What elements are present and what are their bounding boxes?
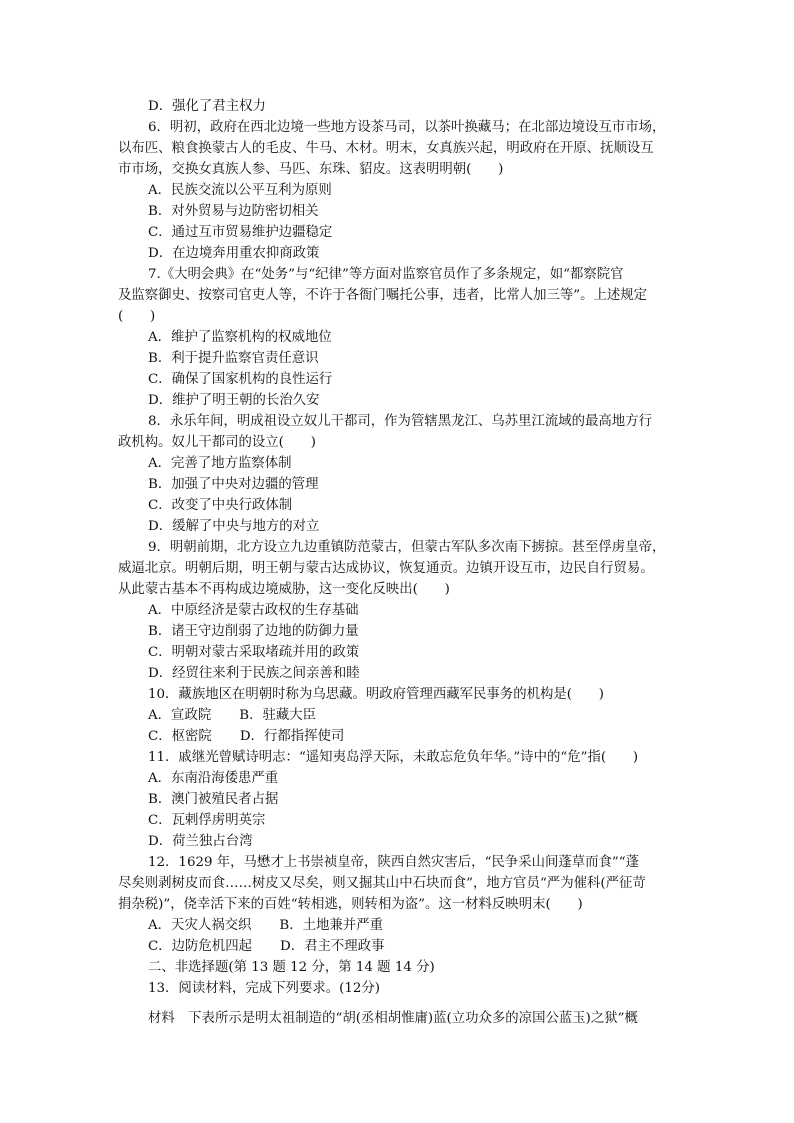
q8-option-b: B．加强了中央对边疆的管理 [148,477,319,492]
q9-stem-line-2: 威逼北京。明朝后期，明王朝与蒙古达成协议，恢复通贡。边镇开设互市，边民自行贸易。 [118,561,654,576]
q9-option-d: D．经贸往来利于民族之间亲善和睦 [148,666,360,681]
q10-option-b: B．驻藏大臣 [239,708,317,723]
q12-option-a: A．天灾人祸交织 [148,918,252,933]
q8-stem-line-2: 政机构。奴儿干都司的设立( ) [118,435,316,450]
section-heading: 二、非选择题(第 13 题 12 分，第 14 题 14 分) [148,960,435,975]
q6-option-c: C．通过互市贸易维护边疆稳定 [148,225,333,240]
q11-option-d: D．荷兰独占台湾 [148,834,253,849]
q6-option-a: A．民族交流以公平互利为原则 [148,183,332,198]
q8-option-c: C．改变了中央行政体制 [148,498,293,513]
q10-stem: 10．藏族地区在明朝时称为乌思藏。明政府管理西藏军民事务的机构是( ) [148,687,604,702]
q12-option-d: D．君主不理政事 [279,939,385,954]
q8-option-a: A．完善了地方监察体制 [148,456,292,471]
q13-stem: 13．阅读材料，完成下列要求。(12分) [148,981,380,996]
q9-stem-line-1: 9．明朝前期，北方设立九边重镇防范蒙古，但蒙古军队多次南下掳掠。甚至俘虏皇帝， [148,540,666,555]
q9-option-a: A．中原经济是蒙古政权的生存基础 [148,603,359,618]
q10-option-d: D．行都指挥使司 [239,729,345,744]
q6-option-d: D．在边境奔用重农抑商政策 [148,246,320,261]
q9-option-c: C．明朝对蒙古采取堵疏并用的政策 [148,645,360,660]
q13-material: 材料 下表所示是明太祖制造的“胡(丞相胡惟庸)蓝(立功众多的凉国公蓝玉)之狱”概 [148,1011,638,1026]
q5-option-d: D．强化了君主权力 [148,99,266,114]
q11-option-b: B．澳门被殖民者占据 [148,792,279,807]
q6-option-b: B．对外贸易与边防密切相关 [148,204,319,219]
q7-option-d: D．维护了明王朝的长治久安 [148,393,320,408]
q7-option-c: C．确保了国家机构的良性运行 [148,372,333,387]
q7-option-b: B．利于提升监察官责任意识 [148,351,319,366]
q7-stem-line-2: 及监察御史、按察司官吏人等，不许于各衙门嘱托公事，违者，比常人加三等”。上述规定 [118,288,648,303]
q9-stem-line-3: 从此蒙古基本不再构成边境威胁，这一变化反映出( ) [118,582,450,597]
q7-stem-line-3: ( ) [118,309,156,324]
q7-option-a: A．维护了监察机构的权威地位 [148,330,332,345]
q9-option-b: B．诸王守边削弱了边地的防御力量 [148,624,359,639]
q12-stem-line-2: 尽矣则剥树皮而食……树皮又尽矣，则又掘其山中石块而食”，地方官员“严为催科(严征苛 [118,876,646,891]
q10-option-a: A．宣政院 [148,708,212,723]
q10-option-c: C．枢密院 [148,729,212,744]
q12-options-cd [0,936,794,957]
q8-option-d: D．缓解了中央与地方的对立 [148,519,320,534]
q12-options-ab [0,915,794,936]
q11-option-a: A．东南沿海倭患严重 [148,771,279,786]
q11-option-c: C．瓦剌俘虏明英宗 [148,813,266,828]
q11-stem: 11．戚继光曾赋诗明志：“遥知夷岛浮天际，未敢忘危负年华。”诗中的“危”指( ) [148,750,639,765]
q12-stem-line-3: 捐杂税)”，侥幸活下来的百姓“转相逃，则转相为盗”。这一材料反映明末( ) [118,897,583,912]
q10-options-cd [0,726,794,747]
q6-stem-line-2: 以布匹、粮食换蒙古人的毛皮、牛马、木材。明末，女真族兴起，明政府在开原、抚顺设互 [118,141,654,156]
q7-stem-line-1: 7.《大明会典》在“处务”与“纪律”等方面对监察官员作了多条规定，如“都察院官 [148,267,624,282]
q6-stem-line-1: 6．明初，政府在西北边境一些地方设茶马司，以茶叶换藏马；在北部边境设互市市场， [148,120,666,135]
q6-stem-line-3: 市市场，交换女真族人参、马匹、东珠、貂皮。这表明明朝( ) [118,162,504,177]
q12-option-b: B．土地兼并严重 [279,918,383,933]
q10-options-ab [0,705,794,726]
q8-stem-line-1: 8．永乐年间，明成祖设立奴儿干都司，作为管辖黑龙江、乌苏里江流域的最高地方行 [148,414,652,429]
q12-stem-line-1: 12．1629 年，马懋才上书崇祯皇帝，陕西自然灾害后，“民争采山间蓬草而食”“蓬 [148,855,640,870]
q12-option-c: C．边防危机四起 [148,939,252,954]
